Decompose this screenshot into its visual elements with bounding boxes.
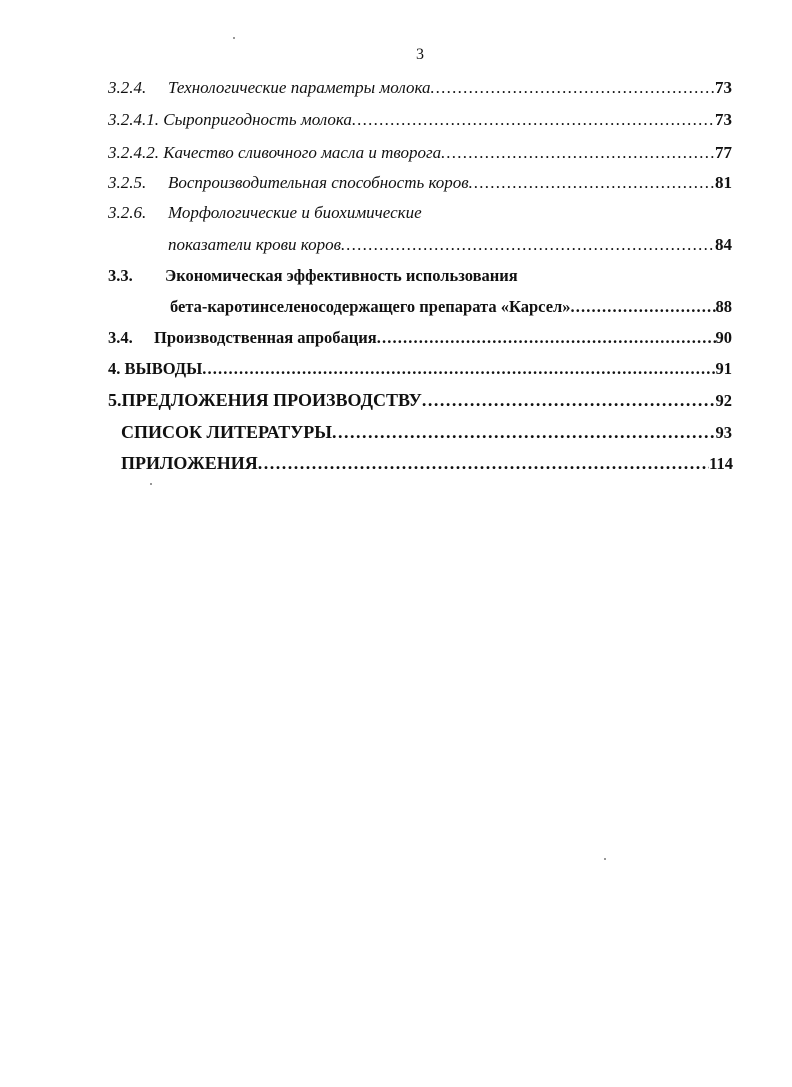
toc-section-number: 3.2.6. [108, 203, 147, 222]
toc-title-continuation: показатели крови коров [168, 235, 341, 254]
toc-leader-dots [430, 78, 715, 98]
toc-title: ПРИЛОЖЕНИЯ [121, 453, 258, 473]
toc-page-number: 77 [715, 143, 732, 162]
toc-entry-5-proposals[interactable] [108, 390, 732, 411]
toc-leader-dots [377, 328, 716, 348]
toc-section-number: 3.3. [108, 266, 133, 285]
toc-page-number: 81 [715, 173, 732, 192]
toc-page-number: 73 [715, 110, 732, 129]
toc-entry-3-3-first-line[interactable] [108, 266, 518, 286]
toc-page-number: 73 [715, 78, 732, 97]
toc-title-continuation: бета-каротинселеносодержащего препарата «Карсел» [170, 297, 571, 316]
toc-entry-3-2-6[interactable] [168, 235, 732, 255]
toc-entry-4-conclusions[interactable] [108, 359, 732, 379]
toc-entry-3-4[interactable] [108, 328, 732, 348]
toc-leader-dots [258, 453, 709, 474]
toc-entry-3-2-5[interactable] [108, 173, 732, 193]
scan-speck-top [233, 37, 235, 39]
toc-leader-dots [441, 143, 715, 163]
toc-leader-dots [202, 359, 715, 379]
toc-page-number: 88 [715, 297, 732, 316]
toc-entry-3-2-6-first-line[interactable] [108, 203, 422, 223]
page-number: 3 [416, 46, 424, 63]
toc-title: Воспроизводительная способность коров [168, 173, 469, 192]
toc-entry-3-3[interactable] [170, 297, 732, 317]
toc-leader-dots [352, 110, 715, 130]
toc-title: 4. ВЫВОДЫ [108, 359, 203, 378]
toc-title: Экономическая эффективность использования [165, 266, 518, 285]
toc-title: Производственная апробация [154, 328, 377, 347]
toc-title: Технологические параметры молока [168, 78, 431, 97]
toc-entry-appendices[interactable] [121, 453, 733, 474]
toc-leader-dots [571, 297, 716, 317]
scan-speck-left [150, 483, 152, 485]
toc-section-number: 3.4. [108, 328, 133, 347]
toc-title: Морфологические и биохимические [168, 203, 422, 222]
toc-entry-3-2-4-2[interactable] [108, 143, 732, 163]
toc-page-number: 93 [715, 423, 732, 442]
toc-leader-dots [341, 235, 715, 255]
toc-title: СПИСОК ЛИТЕРАТУРЫ [121, 422, 332, 442]
toc-title: 3.2.4.2. Качество сливочного масла и творога [108, 143, 442, 162]
toc-leader-dots [422, 390, 716, 411]
scan-speck-right [604, 858, 606, 860]
toc-leader-dots [469, 173, 715, 193]
toc-section-number: 3.2.4. [108, 78, 147, 97]
toc-page-number: 92 [715, 391, 732, 410]
toc-section-number: 3.2.5. [108, 173, 147, 192]
toc-entry-3-2-4[interactable] [108, 78, 732, 98]
toc-page-number: 90 [715, 328, 732, 347]
toc-entry-3-2-4-1[interactable] [108, 110, 732, 130]
toc-page-number: 114 [709, 454, 733, 473]
toc-leader-dots [332, 422, 716, 443]
toc-title: 3.2.4.1. Сыропригодность молока [108, 110, 352, 129]
toc-entry-references[interactable] [121, 422, 732, 443]
toc-title: 5.ПРЕДЛОЖЕНИЯ ПРОИЗВОДСТВУ [108, 390, 422, 410]
toc-page-number: 84 [715, 235, 732, 254]
toc-page-number: 91 [715, 359, 732, 378]
